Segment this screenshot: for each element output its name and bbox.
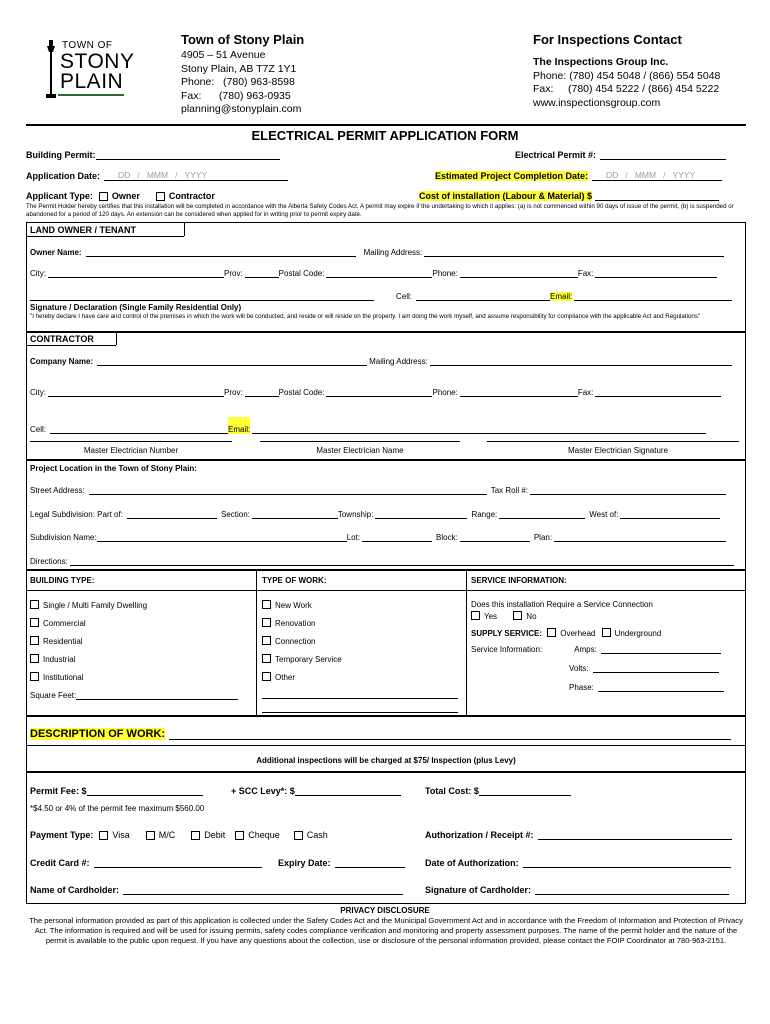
owner-signature-field[interactable] <box>30 292 374 301</box>
township-label: Township: <box>337 510 374 519</box>
owner-prov-label: Prov: <box>224 269 243 278</box>
plan-field[interactable] <box>554 533 726 542</box>
owner-cell-row <box>30 292 732 301</box>
electrical-permit-row <box>515 150 726 160</box>
contractor-email-label: Email: <box>228 417 250 434</box>
directions-field[interactable] <box>70 557 734 566</box>
inspections-fax: Fax: (780) 454 5222 / (866) 454 5222 <box>533 83 720 95</box>
square-feet-label: Square Feet: <box>30 691 77 700</box>
contractor-cell-row <box>30 417 706 434</box>
master-name-line <box>260 441 460 442</box>
temporary-service-checkbox[interactable] <box>262 654 271 663</box>
types-divider-2 <box>466 570 467 716</box>
authorization-field[interactable] <box>538 831 732 840</box>
owner-name-label: Owner Name: <box>30 248 82 257</box>
owner-city-row <box>30 269 717 278</box>
connection-checkbox[interactable] <box>262 636 271 645</box>
owner-name-row <box>30 248 724 257</box>
description-field[interactable] <box>169 731 731 740</box>
contractor-prov-field[interactable] <box>245 388 279 397</box>
description-rule <box>26 745 746 746</box>
contractor-city-label: City: <box>30 388 46 397</box>
date-auth-field[interactable] <box>523 859 731 868</box>
scc-levy-label: + SCC Levy*: $ <box>231 786 295 796</box>
street-row <box>30 486 726 495</box>
institutional-checkbox[interactable] <box>30 672 39 681</box>
cash-checkbox[interactable] <box>294 831 303 840</box>
electrical-permit-label: Electrical Permit #: <box>515 150 597 160</box>
cardholder-signature-row <box>425 885 729 895</box>
work-type-item[interactable] <box>262 618 342 636</box>
residential-label: Residential <box>43 637 83 646</box>
inspections-title: For Inspections Contact <box>533 32 682 47</box>
owner-email-label: Email: <box>550 292 573 301</box>
inspections-company: The Inspections Group Inc. <box>533 56 669 68</box>
work-type-item[interactable] <box>262 654 342 672</box>
residential-checkbox[interactable] <box>30 636 39 645</box>
industrial-label: Industrial <box>43 655 76 664</box>
building-type-list <box>30 600 147 690</box>
phase-row <box>569 683 724 692</box>
contractor-email-field[interactable] <box>252 425 706 434</box>
street-label: Street Address: <box>30 486 85 495</box>
date-auth-label: Date of Authorization: <box>425 858 519 868</box>
cardholder-signature-label: Signature of Cardholder: <box>425 885 532 895</box>
contractor-checkbox[interactable] <box>156 192 165 201</box>
owner-city-field[interactable] <box>48 269 224 278</box>
contractor-fax-field[interactable] <box>595 388 721 397</box>
supply-service-label: SUPPLY SERVICE: <box>471 629 542 638</box>
permit-fee-row <box>30 786 203 796</box>
owner-city-label: City: <box>30 269 46 278</box>
plan-label: Plan: <box>533 533 553 542</box>
owner-fax-label: Fax: <box>577 269 594 278</box>
cheque-checkbox[interactable] <box>235 831 244 840</box>
lamp-post-icon <box>44 38 58 104</box>
town-name: Town of Stony Plain <box>181 32 305 47</box>
single-family-label: Single / Multi Family Dwelling <box>43 601 148 610</box>
mc-checkbox[interactable] <box>146 831 155 840</box>
street-field[interactable] <box>89 486 487 495</box>
contractor-postal-field[interactable] <box>326 388 432 397</box>
application-date-label: Application Date: <box>26 171 101 181</box>
contractor-city-field[interactable] <box>48 388 224 397</box>
block-field[interactable] <box>460 533 530 542</box>
total-cost-label: Total Cost: $ <box>425 786 479 796</box>
credit-card-field[interactable] <box>94 859 262 868</box>
type-of-work-list <box>262 600 342 690</box>
description-label: DESCRIPTION OF WORK: <box>30 728 166 740</box>
contractor-phone-field[interactable] <box>460 388 578 397</box>
other-specify-line-2 <box>262 712 458 713</box>
service-no-checkbox[interactable] <box>513 611 522 620</box>
town-email: planning@stonyplain.com <box>181 103 302 115</box>
cardholder-row <box>30 885 403 895</box>
square-feet-field[interactable] <box>76 691 238 700</box>
applicant-type-label: Applicant Type: <box>26 191 93 201</box>
application-date-field[interactable]: DD / MMM / YYYY <box>104 170 288 181</box>
cardholder-signature-field[interactable] <box>535 886 729 895</box>
subdivision-row <box>30 533 726 542</box>
overhead-label: Overhead <box>560 629 596 638</box>
amps-label: Amps: <box>574 645 597 654</box>
cost-row <box>419 191 719 201</box>
volts-row <box>569 664 719 673</box>
owner-title-rule <box>26 236 184 237</box>
legal-label: Legal Subdivision: Part of: <box>30 510 123 519</box>
privacy-title: PRIVACY DISCLOSURE <box>340 906 430 915</box>
town-address-1: 4905 – 51 Avenue <box>181 49 266 61</box>
renovation-label: Renovation <box>275 619 316 628</box>
overhead-checkbox[interactable] <box>547 628 556 637</box>
logo-underline <box>58 94 124 96</box>
owner-postal-field[interactable] <box>326 269 432 278</box>
range-field[interactable] <box>499 510 585 519</box>
cardholder-field[interactable] <box>123 886 403 895</box>
additional-inspections-note: Additional inspections will be charged at $75/ Inspection (plus Levy) <box>256 756 516 765</box>
total-cost-row <box>425 786 571 796</box>
owner-name-field[interactable] <box>86 248 356 257</box>
privacy-text: The personal information provided as part of this application is collected under the Safety Codes Act and the Municipal Government Act and in accordance with the Freedom of Information and Protection of Privacy Act. The information is required and will be used for issuing permits, safety codes compliance verification and monitoring and property assessment purposes. The name of the permit holder and the nature of the permit is available to the public upon request. If you have any questions about the collection, use or disclosure of the personal information provided, please contact the FOIP Coordinator at 780-963-2151. <box>29 916 743 945</box>
company-row <box>30 357 732 366</box>
legal-part-field[interactable] <box>127 510 217 519</box>
owner-declaration: "I hereby declare I have care and control of the premises in which the work will be conducted, and reside or will reside on the property. I am doing the work myself, and assume responsibility for compliance with the applicable Act and Regulations" <box>30 313 701 320</box>
authorization-row <box>425 830 732 840</box>
lot-label: Lot: <box>346 533 361 542</box>
service-no-label: No <box>526 612 537 621</box>
owner-phone-field[interactable] <box>460 269 578 278</box>
town-fax: Fax: (780) 963-0935 <box>181 89 291 102</box>
total-cost-field[interactable] <box>479 787 571 796</box>
contractor-phone-label: Phone: <box>432 388 458 397</box>
cardholder-label: Name of Cardholder: <box>30 885 120 895</box>
block-label: Block: <box>436 533 458 542</box>
owner-title-divider <box>184 222 185 236</box>
credit-card-row <box>30 858 262 868</box>
cheque-label: Cheque <box>248 830 280 840</box>
expiry-field[interactable] <box>335 859 405 868</box>
owner-section-title: LAND OWNER / TENANT <box>30 225 136 235</box>
contractor-city-row <box>30 388 721 397</box>
building-type-item[interactable] <box>30 672 147 690</box>
commercial-checkbox[interactable] <box>30 618 39 627</box>
debit-checkbox[interactable] <box>191 831 200 840</box>
town-contact <box>181 49 301 117</box>
date-auth-row <box>425 858 731 868</box>
work-type-item[interactable] <box>262 672 342 690</box>
other-specify-line-1 <box>262 698 458 699</box>
tax-roll-field[interactable] <box>530 486 726 495</box>
owner-mailing-field[interactable] <box>424 248 724 257</box>
section-field[interactable] <box>252 510 338 519</box>
contractor-label: Contractor <box>168 191 215 201</box>
section-label: Section: <box>220 510 250 519</box>
visa-checkbox[interactable] <box>99 831 108 840</box>
master-number-label: Master Electrician Number <box>83 446 179 455</box>
contractor-mailing-field[interactable] <box>430 357 732 366</box>
directions-row <box>30 557 734 566</box>
types-divider-1 <box>256 570 257 716</box>
credit-card-label: Credit Card #: <box>30 858 90 868</box>
authorization-label: Authorization / Receipt #: <box>425 830 534 840</box>
inspections-contact <box>533 56 720 110</box>
tax-roll-label: Tax Roll #: <box>490 486 529 495</box>
owner-prov-field[interactable] <box>245 269 279 278</box>
service-connection-question: Does this installation Require a Service Connection <box>471 600 653 609</box>
work-type-item[interactable] <box>262 600 342 618</box>
building-type-item[interactable] <box>30 618 147 636</box>
volts-label: Volts: <box>569 664 589 673</box>
west-of-label: West of: <box>589 510 619 519</box>
inspections-phone: Phone: (780) 454 5048 / (866) 554 5048 <box>533 69 721 82</box>
electrical-permit-field[interactable] <box>600 151 726 160</box>
master-number-line <box>30 441 232 442</box>
inspections-web: www.inspectionsgroup.com <box>533 96 661 109</box>
service-yes-label: Yes <box>484 612 498 621</box>
lot-field[interactable] <box>362 533 432 542</box>
building-permit-label: Building Permit: <box>26 150 96 160</box>
owner-email-field[interactable] <box>574 292 732 301</box>
building-type-title: BUILDING TYPE: <box>30 576 95 585</box>
contractor-title-rule <box>26 345 116 346</box>
service-info-label: Service Information: <box>471 645 543 654</box>
new-work-checkbox[interactable] <box>262 600 271 609</box>
contractor-prov-label: Prov: <box>224 388 243 397</box>
logo-stony: STONY <box>60 50 135 73</box>
cost-label: Cost of installation (Labour & Material) $ <box>419 191 593 201</box>
contractor-mailing-label: Mailing Address: <box>369 357 428 366</box>
permit-disclaimer: The Permit Holder hereby certifies that this installation will be completed in accordance with the Alberta Safety Codes Act. A permit may expire if the undertaking to which it applies: (a) is not commenced within 90 days of issue of the permit, (b) is suspended or abandoned for a period of 120 days. An extension can be considered when applied for in writing prior to permit expiry date. <box>26 203 734 218</box>
connection-label: Connection <box>275 637 316 646</box>
owner-cell-label: Cell: <box>396 292 413 301</box>
owner-mailing-label: Mailing Address: <box>363 248 423 257</box>
cash-label: Cash <box>306 830 328 840</box>
subdivision-field[interactable] <box>97 533 347 542</box>
payment-type-row <box>30 830 328 840</box>
contractor-postal-label: Postal Code: <box>278 388 325 397</box>
service-yes-no <box>471 611 537 621</box>
industrial-checkbox[interactable] <box>30 654 39 663</box>
form-title: ELECTRICAL PERMIT APPLICATION FORM <box>251 128 519 143</box>
single-family-checkbox[interactable] <box>30 600 39 609</box>
permit-fee-field[interactable] <box>87 787 203 796</box>
logo-plain: PLAIN <box>60 70 124 93</box>
building-type-item[interactable] <box>30 600 147 618</box>
building-permit-field[interactable] <box>96 151 280 160</box>
other-label: Other <box>275 673 296 682</box>
town-phone: Phone: (780) 963-8598 <box>181 76 295 88</box>
work-type-item[interactable] <box>262 636 342 654</box>
types-header-rule <box>26 590 746 591</box>
project-title: Project Location in the Town of Stony Plain: <box>30 464 197 473</box>
service-title: SERVICE INFORMATION: <box>471 576 567 585</box>
owner-phone-label: Phone: <box>432 269 458 278</box>
directions-label: Directions: <box>30 557 68 566</box>
owner-cell-field[interactable] <box>416 292 550 301</box>
temporary-service-label: Temporary Service <box>275 655 342 664</box>
applicant-type-row <box>26 191 215 201</box>
master-signature-label: Master Electrician Signature <box>567 446 669 455</box>
other-checkbox[interactable] <box>262 672 271 681</box>
cost-field[interactable] <box>595 192 719 201</box>
logo-town-of: TOWN OF <box>62 40 113 51</box>
renovation-checkbox[interactable] <box>262 618 271 627</box>
scc-levy-field[interactable] <box>295 787 401 796</box>
company-field[interactable] <box>97 357 367 366</box>
legal-row <box>30 510 720 519</box>
phase-field[interactable] <box>598 683 724 692</box>
subdivision-label: Subdivision Name: <box>30 533 97 542</box>
completion-date-row <box>435 170 722 181</box>
service-amps-row <box>471 645 721 654</box>
range-label: Range: <box>471 510 498 519</box>
company-label: Company Name: <box>30 357 94 366</box>
commercial-label: Commercial <box>43 619 86 628</box>
supply-service-row <box>471 628 661 638</box>
building-permit-row <box>26 150 280 160</box>
new-work-label: New Work <box>275 601 312 610</box>
completion-date-field[interactable]: DD / MMM / YYYY <box>592 170 722 181</box>
west-of-field[interactable] <box>620 510 720 519</box>
application-date-row <box>26 170 288 181</box>
building-type-item[interactable] <box>30 654 147 672</box>
completion-date-label: Estimated Project Completion Date: <box>435 171 589 181</box>
owner-checkbox[interactable] <box>99 192 108 201</box>
square-feet-row <box>30 691 238 700</box>
contractor-cell-label: Cell: <box>30 425 47 434</box>
owner-fax-field[interactable] <box>595 269 717 278</box>
payment-type-label: Payment Type: <box>30 830 94 840</box>
expiry-label: Expiry Date: <box>278 858 331 868</box>
owner-label: Owner <box>111 191 140 201</box>
underground-checkbox[interactable] <box>602 628 611 637</box>
contractor-title-divider <box>116 332 117 345</box>
levy-note: *$4.50 or 4% of the permit fee maximum $560.00 <box>30 804 205 813</box>
phase-label: Phase: <box>569 683 594 692</box>
debit-label: Debit <box>204 830 226 840</box>
owner-postal-label: Postal Code: <box>278 269 325 278</box>
amps-field[interactable] <box>601 645 721 654</box>
contractor-cell-field[interactable] <box>50 425 228 434</box>
type-of-work-title: TYPE OF WORK: <box>262 576 327 585</box>
visa-label: Visa <box>112 830 130 840</box>
mc-label: M/C <box>158 830 176 840</box>
underground-label: Underground <box>614 629 662 638</box>
description-row <box>30 728 731 740</box>
contractor-section-title: CONTRACTOR <box>30 334 94 344</box>
master-name-label: Master Electrician Name <box>316 446 404 455</box>
building-type-item[interactable] <box>30 636 147 654</box>
town-address-2: Stony Plain, AB T7Z 1Y1 <box>181 62 297 75</box>
volts-field[interactable] <box>593 664 719 673</box>
service-yes-checkbox[interactable] <box>471 611 480 620</box>
scc-levy-row <box>231 786 401 796</box>
master-signature-line <box>487 441 739 442</box>
expiry-row <box>278 858 405 868</box>
header-rule <box>26 124 746 126</box>
township-field[interactable] <box>375 510 467 519</box>
contractor-fax-label: Fax: <box>577 388 594 397</box>
owner-signature-label: Signature / Declaration (Single Family Residential Only) <box>30 303 242 312</box>
institutional-label: Institutional <box>43 673 84 682</box>
permit-fee-label: Permit Fee: $ <box>30 786 87 796</box>
town-logo <box>44 38 134 108</box>
